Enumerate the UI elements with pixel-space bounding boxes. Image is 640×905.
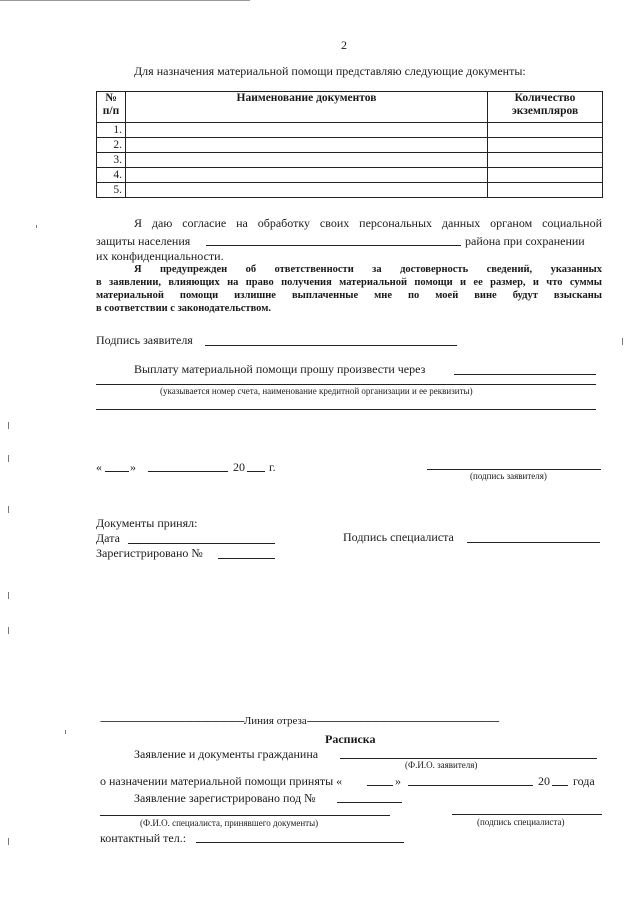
table-row [97, 153, 603, 168]
consent-line-2-start: защиты населения [96, 234, 191, 248]
receipt-line-2-start: о назначении материальной помощи приняты « [100, 774, 343, 788]
receipt-month-field[interactable] [408, 785, 533, 786]
date-year-prefix: 20 [233, 460, 245, 474]
date-open-quote: « [96, 460, 102, 474]
document-name-cell[interactable] [126, 138, 488, 153]
warning-line-1: Я предупрежден об ответственности за достоверность сведений, указанных [134, 264, 602, 275]
applicant-signature-field-2[interactable] [427, 469, 601, 470]
receipt-day-field[interactable] [367, 785, 393, 786]
row-number: 3. [97, 153, 126, 168]
date-year-suffix: г. [269, 460, 276, 474]
applicant-signature-label: Подпись заявителя [96, 333, 193, 347]
registered-number-field[interactable] [218, 558, 275, 559]
receipt-year-prefix: 20 [538, 774, 550, 788]
payment-hint: (указывается номер счета, наименование кредитной организации и ее реквизиты) [160, 386, 473, 396]
receipt-specialist-signature-field[interactable] [452, 814, 602, 815]
cut-line-label: Линия отреза [243, 715, 307, 727]
cut-line [100, 714, 600, 728]
document-name-cell[interactable] [126, 123, 488, 138]
consent-line-2-end: района при сохранении [465, 234, 585, 248]
date-close-quote: » [130, 460, 136, 474]
cut-line-dashes-left: ------------------------------------------------------ [100, 715, 244, 727]
receipt-specialist-signature-hint: (подпись специалиста) [477, 817, 565, 827]
scan-speck [8, 422, 9, 429]
row-number: 2. [97, 138, 126, 153]
scan-speck [8, 455, 9, 462]
consent-line-3: их конфиденциальности. [96, 249, 224, 263]
table-row [97, 168, 603, 183]
scan-speck [65, 730, 66, 734]
document-name-cell[interactable] [126, 168, 488, 183]
copies-cell[interactable] [488, 153, 603, 168]
citizen-fio-field[interactable] [340, 758, 597, 759]
specialist-signature-field[interactable] [467, 542, 600, 543]
phone-field[interactable] [196, 842, 404, 843]
page-number: 2 [341, 38, 347, 52]
copies-cell[interactable] [488, 183, 603, 198]
applicant-signature-hint: (подпись заявителя) [470, 471, 547, 481]
accepted-title: Документы принял: [96, 516, 198, 530]
receipt-registered-number-field[interactable] [337, 802, 402, 803]
warning-line-2: в заявлении, влияющих на право получения материальной помощи и ее размер, и что суммы [96, 277, 602, 288]
scan-speck [8, 627, 9, 634]
table-row [97, 123, 603, 138]
accepted-date-field[interactable] [128, 543, 275, 544]
scan-speck [36, 225, 37, 228]
document-name-cell[interactable] [126, 153, 488, 168]
cut-line-dashes-right: ------------------------------------------------------------------------ [306, 715, 499, 727]
scan-speck [622, 338, 623, 345]
receipt-line-1: Заявление и документы гражданина [134, 747, 319, 761]
table-header-row [97, 92, 603, 123]
copies-cell[interactable] [488, 168, 603, 183]
specialist-fio-hint: (Ф.И.О. специалиста, принявшего документы) [140, 818, 319, 828]
date-year-field[interactable] [247, 471, 265, 472]
payment-field[interactable] [454, 374, 596, 375]
specialist-fio-field[interactable] [100, 815, 390, 816]
scan-edge-line [0, 0, 250, 1]
receipt-year-suffix: года [573, 774, 595, 788]
table-row [97, 183, 603, 198]
payment-label: Выплату материальной помощи прошу произвести через [134, 362, 426, 376]
header-number: № п/п [97, 92, 126, 123]
receipt-registered-label: Заявление зарегистрировано под № [134, 791, 316, 805]
date-month-field[interactable] [148, 471, 228, 472]
scan-speck [8, 506, 9, 513]
header-copies: Количество экземпляров [488, 92, 603, 123]
table-row [97, 138, 603, 153]
scan-speck [8, 838, 9, 845]
phone-label: контактный тел.: [100, 831, 187, 845]
specialist-signature-label: Подпись специалиста [343, 530, 454, 544]
warning-line-3: материальной помощи излишне выплаченные мне по моей вине будут взысканы [96, 290, 602, 301]
documents-table [96, 91, 603, 198]
row-number: 4. [97, 168, 126, 183]
copies-cell[interactable] [488, 138, 603, 153]
receipt-close-quote: » [395, 774, 401, 788]
date-day-field[interactable] [105, 471, 129, 472]
row-number: 5. [97, 183, 126, 198]
payment-field-line-3[interactable] [96, 409, 596, 410]
receipt-year-field[interactable] [552, 785, 568, 786]
copies-cell[interactable] [488, 123, 603, 138]
district-field[interactable] [206, 245, 461, 246]
intro-text: Для назначения материальной помощи представляю следующие документы: [134, 64, 526, 78]
consent-line-1: Я даю согласие на обработку своих персональных данных органом социальной [134, 216, 602, 230]
receipt-title: Расписка [325, 732, 376, 746]
registered-label: Зарегистрировано № [96, 546, 203, 560]
document-name-cell[interactable] [126, 183, 488, 198]
header-document-name: Наименование документов [126, 92, 488, 123]
citizen-fio-hint: (Ф.И.О. заявителя) [405, 760, 478, 770]
applicant-signature-field[interactable] [205, 345, 457, 346]
payment-field-line-2[interactable] [96, 384, 596, 385]
warning-line-4: в соответствии с законодательством. [96, 303, 272, 314]
accepted-date-label: Дата [96, 531, 120, 545]
row-number: 1. [97, 123, 126, 138]
scan-speck [8, 592, 9, 599]
